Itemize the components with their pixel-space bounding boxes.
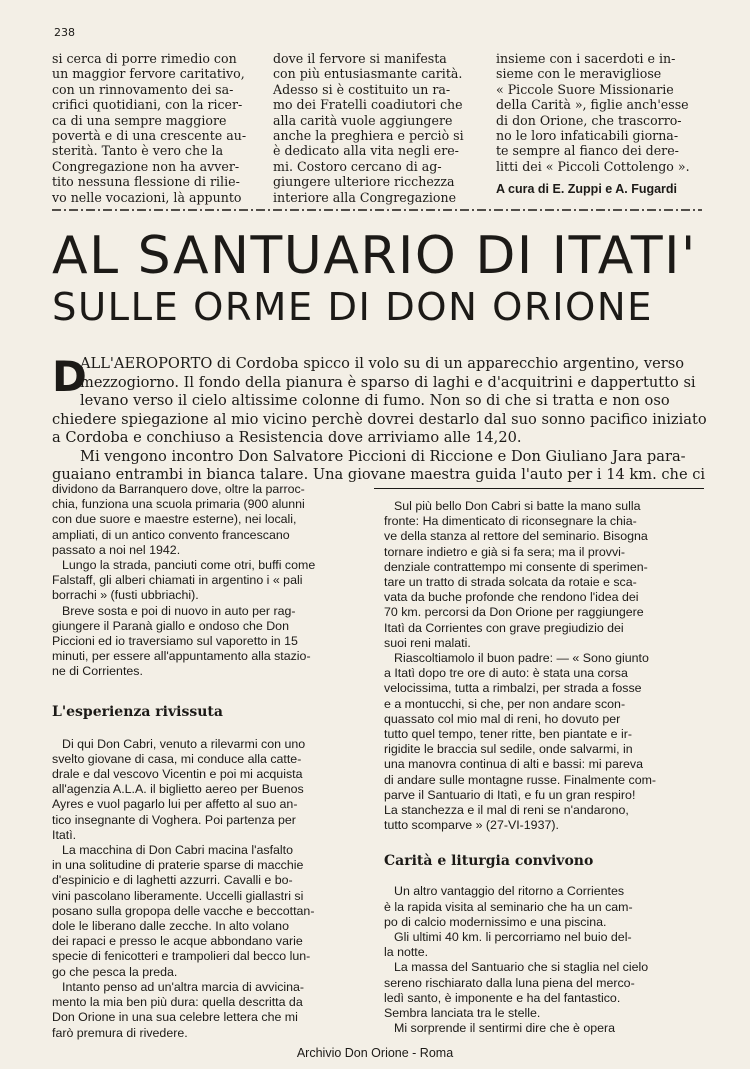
ornamental-divider [52, 205, 702, 215]
top-column-1: si cerca di porre rimedio con un maggior fervore caritativo, con un rinnovamento dei sa- crifici quotidiani, con la ricer- ca di una sempre maggiore povertà e di una crescente au- sterità. Tanto è vero che la Congregazione non ha avver- tito nessuna flessione di rilie- vo nelle vocazioni, là appunto [52, 51, 247, 205]
archive-footer: Archivio Don Orione - Roma [296, 1046, 454, 1060]
top-column-3: insieme con i sacerdoti e in- sieme con le meravigliose « Piccole Suore Missionarie della Carità », figlie anch'esse di don Orione, che trascorro- no le loro infaticabili giorna- te sempre al fianco dei dere- litti dei « Piccoli Cottolengo ». A cura di E. Zuppi e A. Fugardi [496, 51, 704, 198]
section-heading-carita: Carità e liturgia convivono [384, 853, 594, 870]
curated-by: A cura di E. Zuppi e A. Fugardi [496, 182, 678, 197]
column-separator [374, 488, 704, 489]
left-column: dividono da Barranquero dove, oltre la parroc- chia, funziona una scuola primaria (900 alunni con due suore e maestre esterne), nei locali, ampliati, di un antico convento francescano passato a noi nel 1942. Lungo la strada, panciuti come otri, buffi come Falstaff, gli alberi chiamati in argentino i « pali borrachi » (fusti ubbriachi). Breve sosta e poi di nuovo in auto per rag- giungere il Paranà giallo e ondoso che Don Piccioni ed io traversiamo sul vaporetto in 15 minuti, per essere all'appuntamento alla stazio- ne di Corrientes. L'esperienza rivissuta Di qui Don Cabri, venuto a rilevarmi con uno svelto giovane di casa, mi conduce alla catte- drale e dal vescovo Vicentin e poi mi acquista all'agenzia A.L.A. il biglietto aereo per Buenos Ayres e vuol pagarlo lui per affetto al suo an- tico insegnante di Voghera. Poi partenza per Itatì. La macchina di Don Cabri macina l'asfalto in una solitudine di praterie sparse di macchie d'espinicio e di laghetti azzurri. Cavalli e bo- vini pascolano liberamente. Uccelli giallastri si posano sulla gropopa delle vacche e beccottan- dole le liberano dalle zecche. In alto volano dei rapaci e presso le acque abbondano varie specie di fenicotteri e trampolieri dal becco lun- go che pesca la preda. Intanto penso ad un'altra marcia di avvicina- mento la mia ben più dura: quella descritta da Don Orione in una sua celebre lettera che mi farò premura di rivedere. [52, 482, 362, 1041]
right-column: Sul più bello Don Cabri si batte la mano sulla fronte: Ha dimenticato di riconsegnare la chia- ve della stanza al rettore del seminario. Bisogna tornare indietro e già si fa sera; ma il provvi- denziale contrattempo mi consente di sperimen- tare un tratto di strada solcata da rotaie e sca- vata da buche profonde che rendono l'idea dei 70 km. percorsi da Don Orione per raggiungere Itatì da Corrientes con grave pregiudizio dei suoi reni malati. Riascoltiamolo il buon padre: — « Sono giunto a Itatì dopo tre ore di auto: è stata una corsa velocissima, tutta a rimbalzi, per strada a fosse e a montucchi, si che, per non andare scon- quassato col mio mal di reni, ho dovuto per tutto quel tempo, tener ritte, ben piantate e ir- rigidite le braccia sul sedile, onde salvarmi, in una manovra continua di alti e bassi: mi pareva di andare sulle montagne russe. Finalmente com- parve il Santuario di Itatì, e fu un gran respiro! La stanchezza e il mal di reni se n'andarono, tutto scomparve » (27-VI-1937). Carità e liturgia convivono Un altro vantaggio del ritorno a Corrientes è la rapida visita al seminario che ha un cam- po di calcio modernissimo e una piscina. Gli ultimi 40 km. li percorriamo nel buio del- la notte. La massa del Santuario che si staglia nel cielo sereno rischiarato dalla luna piena del merco- ledì santo, è imponente e ha del fantastico. Sembra lanciata tra le stelle. Mi sorprende il sentirmi dire che è opera [384, 499, 694, 1037]
page-number: 238 [54, 26, 75, 39]
section-heading-esperienza: L'esperienza rivissuta [52, 703, 223, 720]
article-subtitle: SULLE ORME DI DON ORIONE [52, 285, 653, 330]
top-column-2: dove il fervore si manifesta con più entusiasmante carità. Adesso si è costituito un ra- mo dei Fratelli coadiutori che alla carità vuole aggiungere anche la preghiera e perciò si è dedicato alla vita negli ere- mi. Costoro cercano di ag- giungere ulteriore ricchezza interiore alla Congregazione [273, 51, 464, 205]
article-title: AL SANTUARIO DI ITATI' [52, 226, 697, 286]
intro-paragraph: ALL'AEROPORTO di Cordoba spicco il volo su di un apparecchio argentino, verso mezzogiorno. Il fondo della pianura è sparso di laghi e d'acquitrini e dappertutto si levano verso il cielo altissime colonne di fumo. Non so di che si tratta e non oso chiedere spiegazione al mio vicino perchè dovrei destarlo dal suo sonno pacifico iniziato a Cordoba e conchiuso a Resistencia dove arriviamo alle 14,20. Mi vengono incontro Don Salvatore Piccioni di Riccione e Don Giuliano Jara para- guaiano entrambi in bianca talare. Una giovane maestra guida l'auto per i 14 km. che ci [52, 355, 707, 483]
drop-cap: D [52, 352, 87, 401]
